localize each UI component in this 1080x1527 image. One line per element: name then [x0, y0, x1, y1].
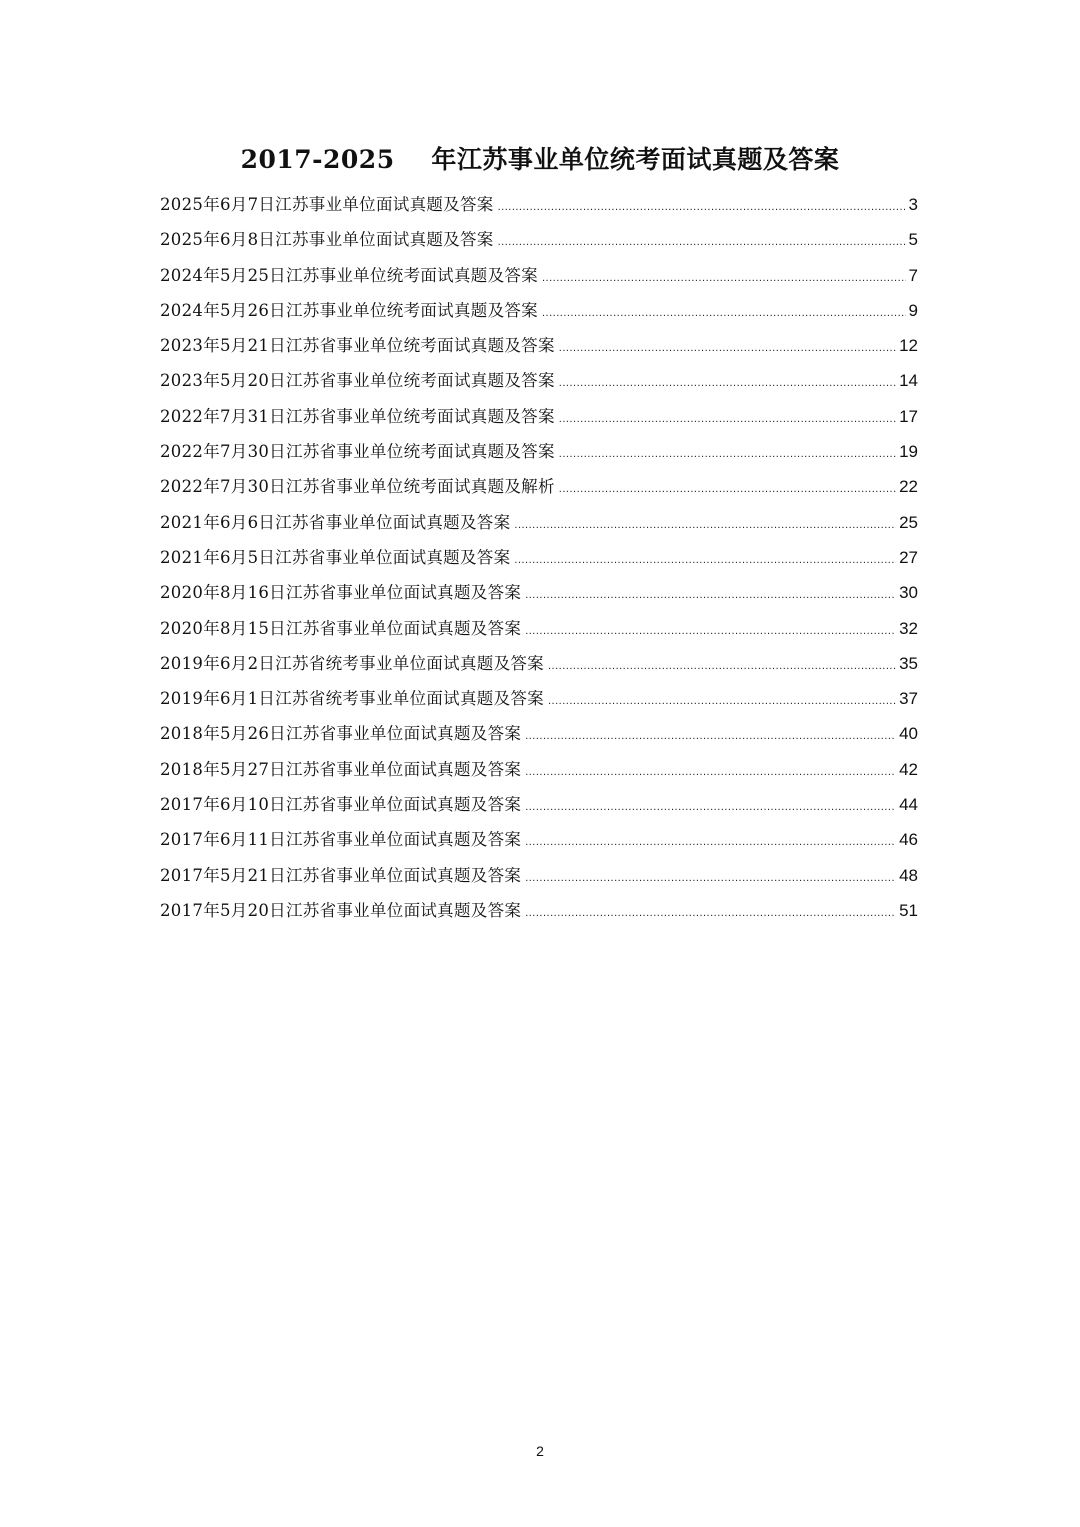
toc-dot-leader — [498, 225, 906, 260]
toc-dot-leader — [525, 896, 896, 931]
toc-entry-page: 14 — [899, 371, 918, 391]
toc-entry-label: 2025年6月8日江苏事业单位面试真题及答案 — [160, 230, 494, 250]
toc-entry-page: 17 — [899, 406, 918, 426]
toc-entry-page: 7 — [908, 265, 918, 285]
toc-entry-page: 40 — [899, 724, 918, 744]
toc-entry[interactable] — [160, 893, 918, 928]
toc-entry-page: 30 — [899, 583, 918, 603]
toc-entry-label: 2022年7月30日江苏省事业单位统考面试真题及答案 — [160, 442, 555, 462]
toc-entry[interactable] — [160, 681, 918, 716]
toc-entry-label: 2018年5月27日江苏省事业单位面试真题及答案 — [160, 759, 522, 779]
toc-entry[interactable] — [160, 363, 918, 398]
toc-entry-page: 37 — [899, 689, 918, 709]
toc-dot-leader — [525, 825, 896, 860]
toc-dot-leader — [525, 578, 896, 613]
page-number: 2 — [536, 1443, 544, 1459]
toc-entry-page: 42 — [899, 759, 918, 779]
toc-entry-label: 2017年6月10日江苏省事业单位面试真题及答案 — [160, 795, 522, 815]
toc-entry-page: 22 — [899, 477, 918, 497]
toc-entry-page: 3 — [908, 195, 918, 214]
toc-entry-page: 9 — [908, 300, 918, 320]
toc-dot-leader — [525, 861, 896, 896]
toc-dot-leader — [525, 790, 896, 825]
toc-entry[interactable] — [160, 328, 918, 363]
toc-entry-label: 2023年5月20日江苏省事业单位统考面试真题及答案 — [160, 371, 555, 391]
toc-entry-label: 2020年8月16日江苏省事业单位面试真题及答案 — [160, 583, 522, 603]
toc-entry-page: 5 — [908, 230, 918, 250]
toc-entry-page: 48 — [899, 865, 918, 885]
toc-dot-leader — [514, 508, 896, 543]
table-of-contents — [160, 187, 918, 928]
toc-entry-label: 2019年6月2日江苏省统考事业单位面试真题及答案 — [160, 653, 544, 673]
toc-entry[interactable] — [160, 540, 918, 575]
toc-dot-leader — [542, 261, 906, 296]
toc-entry-label: 2022年7月31日江苏省事业单位统考面试真题及答案 — [160, 406, 555, 426]
toc-entry[interactable] — [160, 399, 918, 434]
toc-entry[interactable] — [160, 505, 918, 540]
toc-entry-label: 2023年5月21日江苏省事业单位统考面试真题及答案 — [160, 336, 555, 356]
toc-entry-label: 2021年6月6日江苏省事业单位面试真题及答案 — [160, 512, 511, 532]
toc-entry-label: 2025年6月7日江苏事业单位面试真题及答案 — [160, 195, 494, 214]
toc-entry-label: 2017年6月11日江苏省事业单位面试真题及答案 — [160, 830, 522, 850]
toc-entry-page: 44 — [899, 795, 918, 815]
toc-dot-leader — [548, 684, 896, 719]
toc-entry[interactable] — [160, 822, 918, 857]
toc-entry[interactable] — [160, 611, 918, 646]
toc-entry[interactable] — [160, 787, 918, 822]
toc-entry[interactable] — [160, 469, 918, 504]
toc-dot-leader — [559, 402, 896, 437]
toc-entry-page: 19 — [899, 442, 918, 462]
toc-dot-leader — [559, 366, 896, 401]
toc-entry-label: 2024年5月26日江苏事业单位统考面试真题及答案 — [160, 300, 538, 320]
toc-dot-leader — [559, 331, 896, 366]
toc-entry[interactable] — [160, 716, 918, 751]
toc-entry[interactable] — [160, 752, 918, 787]
toc-entry[interactable] — [160, 187, 918, 222]
toc-entry[interactable] — [160, 434, 918, 469]
toc-entry[interactable] — [160, 646, 918, 681]
toc-dot-leader — [559, 472, 896, 507]
toc-entry-label: 2019年6月1日江苏省统考事业单位面试真题及答案 — [160, 689, 544, 709]
toc-dot-leader — [525, 614, 896, 649]
toc-entry-label: 2018年5月26日江苏省事业单位面试真题及答案 — [160, 724, 522, 744]
toc-entry-page: 32 — [899, 618, 918, 638]
toc-entry-label: 2017年5月21日江苏省事业单位面试真题及答案 — [160, 865, 522, 885]
toc-entry-page: 25 — [899, 512, 918, 532]
toc-dot-leader — [548, 649, 896, 684]
toc-dot-leader — [525, 719, 896, 754]
toc-entry-page: 12 — [899, 336, 918, 356]
toc-entry-page: 51 — [899, 900, 918, 920]
toc-entry[interactable] — [160, 575, 918, 610]
toc-entry-page: 35 — [899, 653, 918, 673]
toc-entry[interactable] — [160, 293, 918, 328]
toc-entry-page: 46 — [899, 830, 918, 850]
toc-entry[interactable] — [160, 858, 918, 893]
toc-entry-label: 2020年8月15日江苏省事业单位面试真题及答案 — [160, 618, 522, 638]
toc-dot-leader — [498, 190, 906, 225]
toc-dot-leader — [525, 755, 896, 790]
toc-dot-leader — [559, 437, 896, 472]
document-title: 2017-2025 年江苏事业单位统考面试真题及答案 — [240, 145, 840, 174]
toc-entry-page: 27 — [899, 547, 918, 567]
toc-dot-leader — [542, 296, 906, 331]
toc-entry-label: 2024年5月25日江苏事业单位统考面试真题及答案 — [160, 265, 538, 285]
toc-entry-label: 2021年6月5日江苏省事业单位面试真题及答案 — [160, 547, 511, 567]
toc-dot-leader — [514, 543, 896, 578]
toc-entry[interactable] — [160, 258, 918, 293]
toc-entry[interactable] — [160, 222, 918, 257]
toc-entry-label: 2022年7月30日江苏省事业单位统考面试真题及解析 — [160, 477, 555, 497]
toc-entry-label: 2017年5月20日江苏省事业单位面试真题及答案 — [160, 900, 522, 920]
